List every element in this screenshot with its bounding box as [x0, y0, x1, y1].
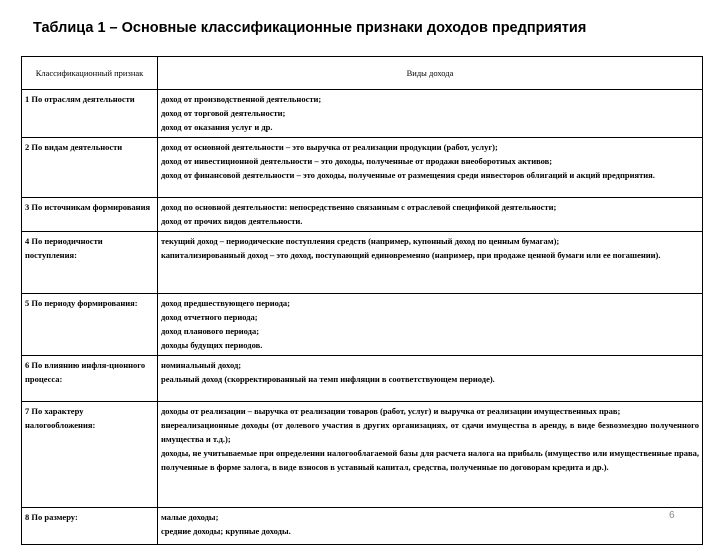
- income-type-item: средние доходы; крупные доходы.: [161, 526, 291, 536]
- table-row: [22, 508, 703, 545]
- income-types-cell: [158, 90, 703, 138]
- income-type-item: доход планового периода;: [161, 326, 260, 336]
- criterion-cell: 7 По характеру налогообложения:: [22, 402, 158, 508]
- header-income-types: Виды дохода: [158, 57, 703, 90]
- criterion-cell: 2 По видам деятельности: [22, 138, 158, 198]
- income-types-cell: [158, 356, 703, 402]
- income-type-item: текущий доход – периодические поступления средств (например, купонный доход по ценным бумагам);: [161, 236, 560, 246]
- income-types-cell: [158, 232, 703, 294]
- income-type-item: доходы, не учитываемые при определении налогооблагаемой базы для расчета налога на прибыль (имущество или имущественные права, полученные в форме залога, в виде взносов в уставный капитал, средства, полученные по договорам кредита и др.).: [161, 448, 699, 472]
- table-row: [22, 232, 703, 294]
- income-type-item: доход отчетного периода;: [161, 312, 258, 322]
- income-type-item: доход от финансовой деятельности – это доходы, полученные от размещения среди инвесторов облигаций и акций предприятия.: [161, 170, 655, 180]
- income-types-cell: [158, 138, 703, 198]
- table-header-row: [22, 57, 703, 90]
- table-row: [22, 138, 703, 198]
- income-types-cell: [158, 402, 703, 508]
- criterion-cell: 4 По периодичности поступления:: [22, 232, 158, 294]
- criterion-cell: 1 По отраслям деятельности: [22, 90, 158, 138]
- table-row: [22, 402, 703, 508]
- income-types-cell: [158, 294, 703, 356]
- table-row: [22, 356, 703, 402]
- income-type-item: малые доходы;: [161, 512, 219, 522]
- income-classification-table: [21, 56, 703, 545]
- income-type-item: доходы будущих периодов.: [161, 340, 263, 350]
- slide-title: Таблица 1 – Основные классификационные признаки доходов предприятия: [33, 20, 587, 36]
- table-row: [22, 198, 703, 232]
- income-type-item: доход от инвестиционной деятельности – это доходы, полученные от продажи внеоборотных активов;: [161, 156, 553, 166]
- table-row: [22, 294, 703, 356]
- table-row: [22, 90, 703, 138]
- income-type-item: доход предшествующего периода;: [161, 298, 290, 308]
- income-type-item: доход от производственной деятельности;: [161, 94, 322, 104]
- page-number: 6: [669, 510, 675, 521]
- income-type-item: доход по основной деятельности: непосредственно связанным с отраслевой спецификой деятельности;: [161, 202, 557, 212]
- income-types-cell: [158, 508, 703, 545]
- income-type-item: внереализационные доходы (от долевого участия в других организациях, от сдачи имущества в аренду, в виде безвозмездно полученного имущества и т.д.);: [161, 420, 699, 444]
- income-type-item: доход от основной деятельности – это выручка от реализации продукции (работ, услуг);: [161, 142, 498, 152]
- income-types-cell: [158, 198, 703, 232]
- income-type-item: доход от прочих видов деятельности.: [161, 216, 303, 226]
- criterion-cell: 8 По размеру:: [22, 508, 158, 545]
- income-type-item: капитализированный доход – это доход, поступающий единовременно (например, при продаже ценной бумаги или ее погашении).: [161, 250, 661, 260]
- income-type-item: реальный доход (скорректированный на темп инфляции в соответствующем периоде).: [161, 374, 495, 384]
- criterion-cell: 6 По влиянию инфля-ционного процесса:: [22, 356, 158, 402]
- income-type-item: доход от торговой деятельности;: [161, 108, 286, 118]
- criterion-cell: 3 По источникам формирования: [22, 198, 158, 232]
- income-type-item: номинальный доход;: [161, 360, 242, 370]
- income-type-item: доход от оказания услуг и др.: [161, 122, 273, 132]
- income-type-item: доходы от реализации – выручка от реализации товаров (работ, услуг) и выручка от реализации имущественных прав;: [161, 406, 621, 416]
- header-criterion: Классификационный признак: [22, 57, 158, 90]
- criterion-cell: 5 По периоду формирования:: [22, 294, 158, 356]
